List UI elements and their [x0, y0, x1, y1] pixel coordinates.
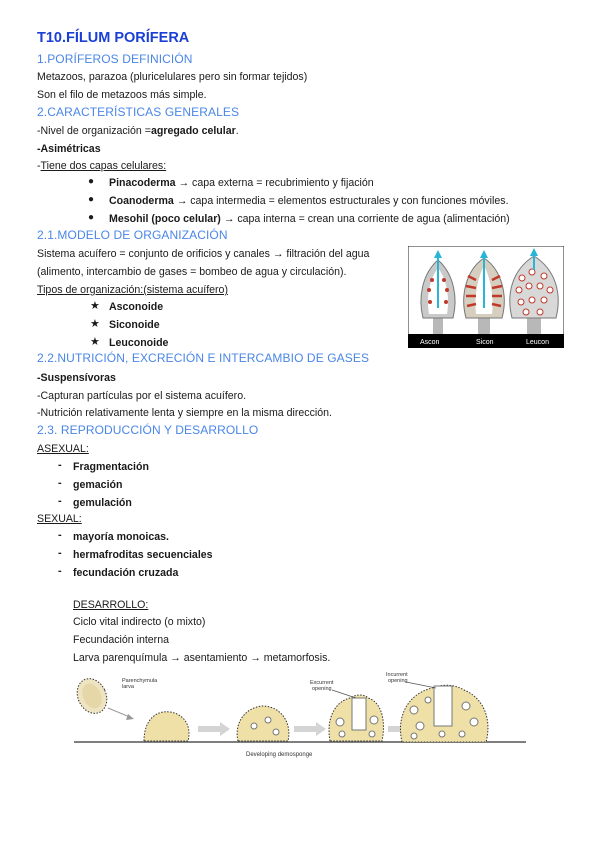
tipo-leuconoide: Leuconoide — [109, 337, 169, 349]
asexual-label: ASEXUAL: — [37, 443, 89, 455]
sexual-hermafroditas: hermafroditas secuenciales — [73, 549, 213, 561]
definicion-line-2: Son el filo de metazoos más simple. — [37, 89, 207, 101]
asexual-fragmentacion: Fragmentación — [73, 461, 149, 473]
nivel-organizacion: -Nivel de organización =agregado celular. — [37, 125, 239, 137]
parenchymula-larva — [72, 674, 113, 718]
capa-pinacoderma: Pinacoderma → capa externa = recubrimiento y fijación — [109, 177, 374, 189]
capas-celulares: -Tiene dos capas celulares: — [37, 160, 167, 172]
tipos-organizacion: Tipos de organización:(sistema acuífero) — [37, 284, 228, 296]
sexual-label: SEXUAL: — [37, 513, 82, 525]
suspensivoras: -Suspensívoras — [37, 372, 116, 384]
dash-bullet: - — [58, 547, 62, 559]
dash-bullet: - — [58, 477, 62, 489]
star-bullet-icon: ★ — [90, 318, 100, 330]
figure-caption: Developing demosponge — [246, 752, 313, 758]
asimetricas: -Asimétricas — [37, 143, 101, 155]
tipo-asconoide: Asconoide — [109, 301, 164, 313]
bullet-icon: ● — [88, 212, 95, 223]
dash-bullet: - — [58, 565, 62, 577]
label-sicon: Sicon — [476, 339, 494, 346]
desarrollo-larva: Larva parenquímula → asentamiento → metamorfosis. — [73, 652, 331, 664]
desarrollo-ciclo: Ciclo vital indirecto (o mixto) — [73, 616, 206, 628]
dash-bullet: - — [58, 495, 62, 507]
capa-mesohil: Mesohil (poco celular) → capa interna = crean una corriente de agua (alimentación) — [109, 213, 510, 225]
bullet-icon: ● — [88, 194, 95, 205]
desarrollo-label: DESARROLLO: — [73, 599, 149, 611]
young-sponge — [237, 706, 289, 741]
adult-demosponge — [400, 685, 487, 742]
asexual-gemacion: gemación — [73, 479, 123, 491]
svg-text:Excurrent: Excurrent — [310, 680, 334, 686]
sistema-acuifero-1: Sistema acuífero = conjunto de orificios y canales → filtración del agua — [37, 248, 370, 260]
svg-text:Parenchymula: Parenchymula — [122, 678, 158, 684]
svg-text:opening: opening — [388, 678, 408, 684]
desarrollo-fecundacion: Fecundación interna — [73, 634, 169, 646]
svg-text:Incurrent: Incurrent — [386, 672, 408, 678]
sexual-monoicas: mayoría monoicas. — [73, 531, 169, 543]
heading-reproduccion: 2.3. REPRODUCCIÓN Y DESARROLLO — [37, 423, 259, 437]
heading-nutricion: 2.2.NUTRICIÓN, EXCRECIÓN E INTERCAMBIO DE GASES — [37, 351, 370, 365]
sistema-acuifero-2: (alimento, intercambio de gases = bombeo de agua y circulación). — [37, 266, 347, 278]
tipo-siconoide: Siconoide — [109, 319, 160, 331]
bullet-icon: ● — [88, 176, 95, 187]
sponge-types-figure — [408, 246, 564, 348]
nutricion-line-1: -Capturan partículas por el sistema acuífero. — [37, 390, 247, 402]
development-figure — [70, 670, 530, 762]
heading-definicion: 1.PORÍFEROS DEFINICIÓN — [37, 52, 193, 66]
heading-modelo: 2.1.MODELO DE ORGANIZACIÓN — [37, 228, 228, 242]
dash-bullet: - — [58, 529, 62, 541]
sexual-fecundacion: fecundación cruzada — [73, 567, 179, 579]
page-title: T10.FÍLUM PORÍFERA — [37, 30, 190, 46]
svg-text:opening: opening — [312, 686, 332, 692]
definicion-line-1: Metazoos, parazoa (pluricelulares pero sin formar tejidos) — [37, 71, 308, 83]
developing-sponge — [329, 695, 383, 741]
star-bullet-icon: ★ — [90, 300, 100, 312]
svg-text:larva: larva — [122, 684, 134, 690]
star-bullet-icon: ★ — [90, 336, 100, 348]
label-leucon: Leucon — [526, 339, 549, 346]
nutricion-line-2: -Nutrición relativamente lenta y siempre en la misma dirección. — [37, 407, 332, 419]
settled-larva — [144, 712, 189, 741]
label-ascon: Ascon — [420, 339, 440, 346]
capa-coanoderma: Coanoderma → capa intermedia = elementos estructurales y con funciones móviles. — [109, 195, 509, 207]
asexual-gemulacion: gemulación — [73, 497, 132, 509]
dash-bullet: - — [58, 459, 62, 471]
heading-caracteristicas: 2.CARACTERÍSTICAS GENERALES — [37, 105, 240, 119]
